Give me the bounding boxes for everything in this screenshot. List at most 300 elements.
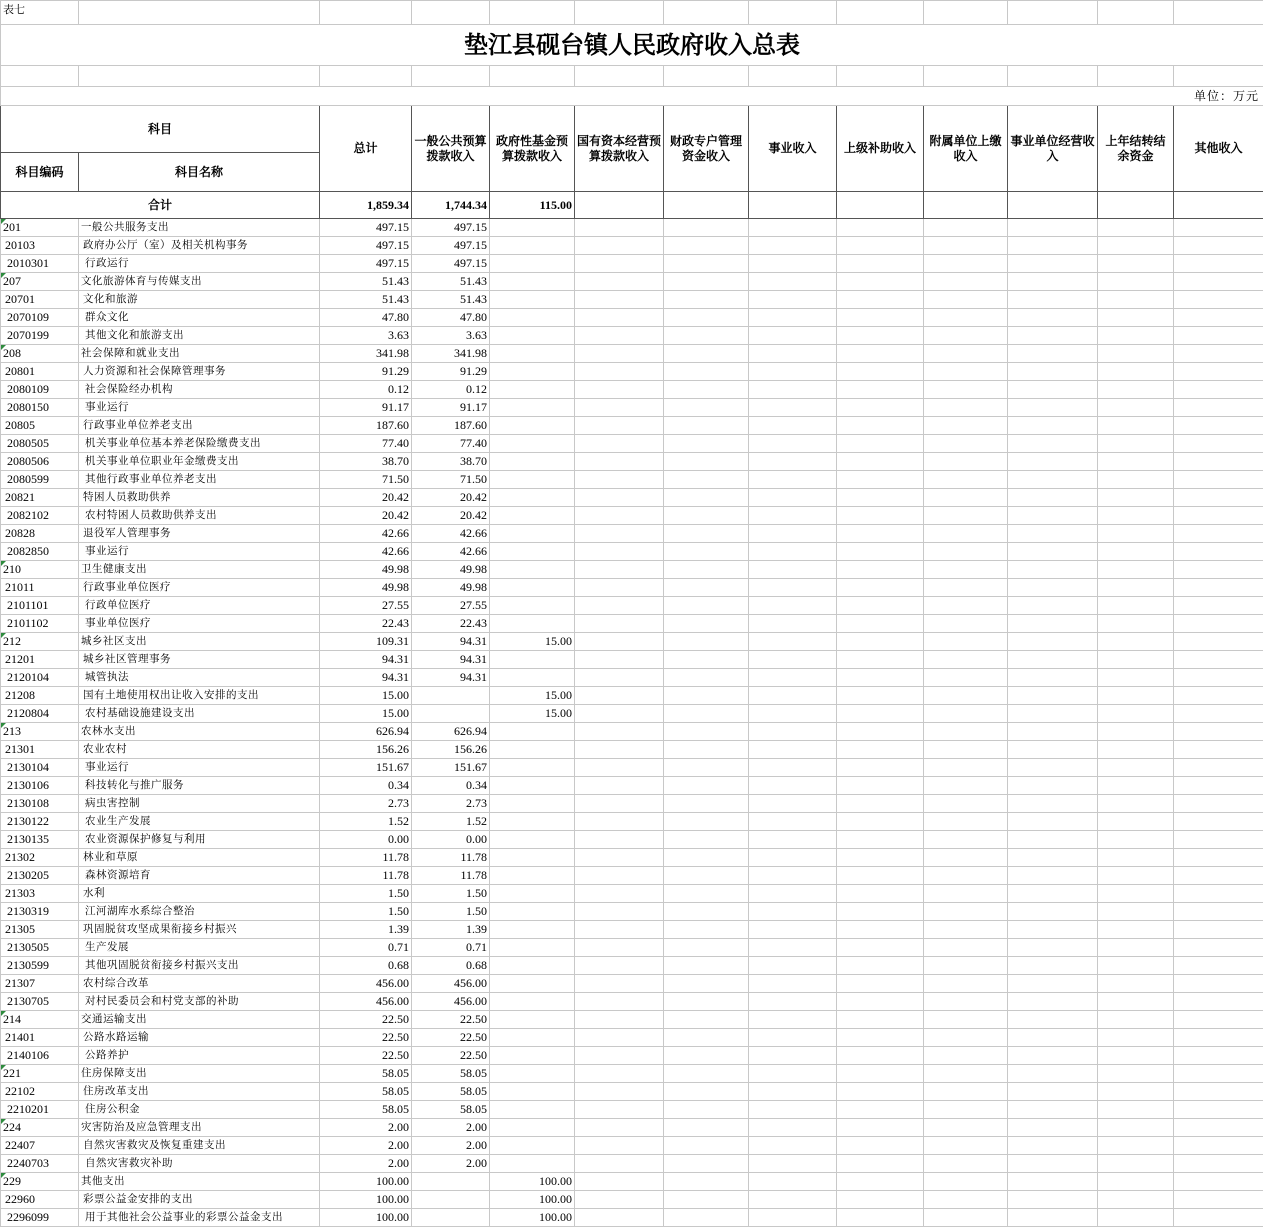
empty-cell xyxy=(1008,1065,1098,1083)
empty-cell xyxy=(837,489,924,507)
table-row xyxy=(1,669,1263,687)
empty-cell xyxy=(837,975,924,993)
empty-cell xyxy=(575,813,664,831)
empty-cell xyxy=(664,561,749,579)
row-name: 其他巩固脱贫衔接乡村振兴支出 xyxy=(79,957,320,975)
row-code: 21011 xyxy=(1,579,79,597)
row-gov-fund xyxy=(490,219,575,237)
empty-cell xyxy=(575,867,664,885)
empty-cell xyxy=(924,867,1008,885)
empty-cell xyxy=(1174,507,1263,525)
empty-cell xyxy=(924,255,1008,273)
empty-cell xyxy=(1098,633,1174,651)
row-total: 0.34 xyxy=(320,777,412,795)
empty-cell xyxy=(924,633,1008,651)
row-general-budget: 22.43 xyxy=(412,615,490,633)
empty-cell xyxy=(1008,831,1098,849)
header-name: 科目名称 xyxy=(79,153,320,192)
row-code: 22960 xyxy=(1,1191,79,1209)
empty-cell xyxy=(1008,561,1098,579)
row-gov-fund: 15.00 xyxy=(490,705,575,723)
empty-cell xyxy=(1098,867,1174,885)
empty-cell xyxy=(749,255,837,273)
row-code: 20821 xyxy=(1,489,79,507)
row-name: 行政事业单位养老支出 xyxy=(79,417,320,435)
empty-cell xyxy=(837,417,924,435)
empty-cell xyxy=(664,777,749,795)
empty-cell xyxy=(1008,723,1098,741)
row-name: 机关事业单位职业年金缴费支出 xyxy=(79,453,320,471)
row-total: 156.26 xyxy=(320,741,412,759)
row-name: 社会保险经办机构 xyxy=(79,381,320,399)
empty-cell xyxy=(1174,651,1263,669)
empty-cell xyxy=(1008,1101,1098,1119)
empty-cell xyxy=(1174,831,1263,849)
empty-cell xyxy=(1008,1011,1098,1029)
empty-cell xyxy=(664,831,749,849)
row-code: 2070109 xyxy=(1,309,79,327)
empty-cell xyxy=(924,705,1008,723)
empty-cell xyxy=(575,597,664,615)
empty-cell xyxy=(1098,273,1174,291)
row-total: 22.43 xyxy=(320,615,412,633)
row-total: 15.00 xyxy=(320,687,412,705)
empty-cell xyxy=(1174,849,1263,867)
empty-cell xyxy=(664,219,749,237)
row-general-budget: 497.15 xyxy=(412,255,490,273)
empty-cell xyxy=(664,669,749,687)
empty-cell xyxy=(1098,1155,1174,1173)
row-name: 行政事业单位医疗 xyxy=(79,579,320,597)
empty-cell xyxy=(749,363,837,381)
empty-cell xyxy=(837,831,924,849)
empty-cell xyxy=(749,345,837,363)
row-code: 21301 xyxy=(1,741,79,759)
row-name: 自然灾害救灾及恢复重建支出 xyxy=(79,1137,320,1155)
row-code: 207 xyxy=(1,273,79,291)
empty-cell xyxy=(749,903,837,921)
row-name: 科技转化与推广服务 xyxy=(79,777,320,795)
empty-cell xyxy=(924,1155,1008,1173)
table-row xyxy=(1,867,1263,885)
empty-cell xyxy=(924,381,1008,399)
row-gov-fund xyxy=(490,327,575,345)
row-code: 212 xyxy=(1,633,79,651)
empty-cell xyxy=(1008,1209,1098,1227)
empty-cell xyxy=(1174,1137,1263,1155)
row-general-budget: 49.98 xyxy=(412,561,490,579)
empty-cell xyxy=(664,957,749,975)
row-total: 49.98 xyxy=(320,579,412,597)
row-general-budget: 156.26 xyxy=(412,741,490,759)
empty-cell xyxy=(1174,1101,1263,1119)
row-name: 农林水支出 xyxy=(79,723,320,741)
empty-cell xyxy=(1008,291,1098,309)
table-row xyxy=(1,885,1263,903)
row-gov-fund xyxy=(490,1011,575,1029)
empty-cell xyxy=(575,273,664,291)
row-code: 2080506 xyxy=(1,453,79,471)
empty-cell xyxy=(1174,921,1263,939)
row-name: 自然灾害救灾补助 xyxy=(79,1155,320,1173)
empty-cell xyxy=(1098,471,1174,489)
empty-cell xyxy=(664,921,749,939)
empty-cell xyxy=(749,1173,837,1191)
empty-cell xyxy=(837,561,924,579)
empty-cell xyxy=(664,633,749,651)
row-code: 201 xyxy=(1,219,79,237)
row-total: 15.00 xyxy=(320,705,412,723)
empty-cell xyxy=(749,741,837,759)
row-name: 其他行政事业单位养老支出 xyxy=(79,471,320,489)
row-code: 229 xyxy=(1,1173,79,1191)
empty-cell xyxy=(664,939,749,957)
row-general-budget: 91.17 xyxy=(412,399,490,417)
table-row xyxy=(1,219,1263,237)
table-row xyxy=(1,795,1263,813)
empty-cell xyxy=(664,1065,749,1083)
row-gov-fund xyxy=(490,921,575,939)
empty-cell xyxy=(924,993,1008,1011)
empty-cell xyxy=(664,1209,749,1227)
empty-cell xyxy=(924,309,1008,327)
empty-cell xyxy=(575,417,664,435)
empty-cell xyxy=(1098,723,1174,741)
empty-cell xyxy=(1008,471,1098,489)
empty-cell xyxy=(924,651,1008,669)
empty-cell xyxy=(1098,525,1174,543)
empty-cell xyxy=(749,291,837,309)
empty-cell xyxy=(749,1155,837,1173)
empty-cell xyxy=(1008,507,1098,525)
empty-cell xyxy=(1098,399,1174,417)
row-total: 0.68 xyxy=(320,957,412,975)
empty-cell xyxy=(575,795,664,813)
row-total: 42.66 xyxy=(320,543,412,561)
empty-cell xyxy=(664,327,749,345)
row-total: 187.60 xyxy=(320,417,412,435)
table-row xyxy=(1,831,1263,849)
empty-cell xyxy=(749,957,837,975)
empty-cell xyxy=(749,417,837,435)
table-row xyxy=(1,1029,1263,1047)
row-name: 生产发展 xyxy=(79,939,320,957)
row-total: 42.66 xyxy=(320,525,412,543)
empty-cell xyxy=(837,345,924,363)
empty-cell xyxy=(575,525,664,543)
empty-cell xyxy=(1008,1029,1098,1047)
empty-cell xyxy=(664,255,749,273)
row-general-budget: 0.12 xyxy=(412,381,490,399)
row-code: 208 xyxy=(1,345,79,363)
row-gov-fund xyxy=(490,597,575,615)
empty-cell xyxy=(1098,921,1174,939)
row-total: 11.78 xyxy=(320,849,412,867)
row-code: 2130505 xyxy=(1,939,79,957)
empty-cell xyxy=(1098,669,1174,687)
row-general-budget: 94.31 xyxy=(412,669,490,687)
empty-cell xyxy=(1174,813,1263,831)
empty-cell xyxy=(1008,813,1098,831)
empty-cell xyxy=(1174,993,1263,1011)
empty-cell xyxy=(1008,633,1098,651)
row-total: 38.70 xyxy=(320,453,412,471)
row-code: 210 xyxy=(1,561,79,579)
empty-cell xyxy=(837,1155,924,1173)
empty-cell xyxy=(664,651,749,669)
empty-cell xyxy=(1174,1047,1263,1065)
row-gov-fund xyxy=(490,759,575,777)
empty-cell xyxy=(575,381,664,399)
empty-cell xyxy=(837,1137,924,1155)
empty-cell xyxy=(664,399,749,417)
empty-cell xyxy=(1098,1119,1174,1137)
table-row xyxy=(1,651,1263,669)
row-gov-fund xyxy=(490,867,575,885)
row-code: 20828 xyxy=(1,525,79,543)
empty-cell xyxy=(1008,417,1098,435)
row-gov-fund xyxy=(490,651,575,669)
empty-cell xyxy=(1098,831,1174,849)
row-name: 农村基础设施建设支出 xyxy=(79,705,320,723)
row-code: 2082102 xyxy=(1,507,79,525)
row-gov-fund xyxy=(490,831,575,849)
empty-cell xyxy=(924,363,1008,381)
row-total: 20.42 xyxy=(320,507,412,525)
row-name: 用于其他社会公益事业的彩票公益金支出 xyxy=(79,1209,320,1227)
empty-cell xyxy=(1174,237,1263,255)
empty-cell xyxy=(1098,1209,1174,1227)
empty-cell xyxy=(1174,489,1263,507)
row-name: 机关事业单位基本养老保险缴费支出 xyxy=(79,435,320,453)
row-total: 1.50 xyxy=(320,903,412,921)
empty-cell xyxy=(664,363,749,381)
empty-cell xyxy=(1008,885,1098,903)
empty-cell xyxy=(1008,1155,1098,1173)
row-code: 2120804 xyxy=(1,705,79,723)
empty-cell xyxy=(664,705,749,723)
empty-cell xyxy=(1008,957,1098,975)
empty-cell xyxy=(664,273,749,291)
empty-cell xyxy=(1008,1173,1098,1191)
empty-cell xyxy=(837,1011,924,1029)
empty-cell xyxy=(924,1173,1008,1191)
empty-cell xyxy=(749,597,837,615)
row-gov-fund xyxy=(490,1137,575,1155)
empty-cell xyxy=(924,813,1008,831)
row-name: 文化和旅游 xyxy=(79,291,320,309)
empty-cell xyxy=(837,1101,924,1119)
empty-cell xyxy=(575,921,664,939)
row-name: 其他支出 xyxy=(79,1173,320,1191)
empty-cell xyxy=(1098,453,1174,471)
row-name: 农业资源保护修复与利用 xyxy=(79,831,320,849)
table-row xyxy=(1,399,1263,417)
empty-cell xyxy=(1098,219,1174,237)
empty-cell xyxy=(1098,615,1174,633)
row-general-budget: 22.50 xyxy=(412,1029,490,1047)
row-name: 政府办公厅（室）及相关机构事务 xyxy=(79,237,320,255)
row-general-budget: 1.50 xyxy=(412,885,490,903)
row-general-budget: 20.42 xyxy=(412,507,490,525)
empty-cell xyxy=(575,849,664,867)
row-code: 20701 xyxy=(1,291,79,309)
empty-cell xyxy=(749,885,837,903)
row-name: 事业运行 xyxy=(79,759,320,777)
empty-cell xyxy=(1008,435,1098,453)
row-name: 住房保障支出 xyxy=(79,1065,320,1083)
empty-cell xyxy=(575,1011,664,1029)
row-total: 0.00 xyxy=(320,831,412,849)
empty-cell xyxy=(664,741,749,759)
row-code: 2130705 xyxy=(1,993,79,1011)
empty-cell xyxy=(1008,1137,1098,1155)
empty-cell xyxy=(837,453,924,471)
row-total: 0.71 xyxy=(320,939,412,957)
empty-cell xyxy=(1174,867,1263,885)
row-code: 2080109 xyxy=(1,381,79,399)
row-code: 22102 xyxy=(1,1083,79,1101)
row-name: 城乡社区支出 xyxy=(79,633,320,651)
empty-cell xyxy=(1008,777,1098,795)
empty-cell xyxy=(1098,309,1174,327)
row-gov-fund xyxy=(490,543,575,561)
row-gov-fund: 15.00 xyxy=(490,633,575,651)
row-name: 其他文化和旅游支出 xyxy=(79,327,320,345)
empty-cell xyxy=(837,327,924,345)
empty-cell xyxy=(749,453,837,471)
empty-cell xyxy=(575,741,664,759)
empty-cell xyxy=(1008,453,1098,471)
row-code: 21302 xyxy=(1,849,79,867)
empty-cell xyxy=(924,1011,1008,1029)
empty-cell xyxy=(924,579,1008,597)
empty-cell xyxy=(1098,1137,1174,1155)
table-row xyxy=(1,417,1263,435)
row-gov-fund: 100.00 xyxy=(490,1209,575,1227)
row-gov-fund xyxy=(490,507,575,525)
empty-cell xyxy=(1098,489,1174,507)
row-gov-fund: 15.00 xyxy=(490,687,575,705)
row-total: 2.00 xyxy=(320,1155,412,1173)
empty-cell xyxy=(837,1065,924,1083)
empty-cell xyxy=(575,543,664,561)
empty-cell xyxy=(664,381,749,399)
row-name: 群众文化 xyxy=(79,309,320,327)
empty-cell xyxy=(1008,255,1098,273)
empty-cell xyxy=(1098,975,1174,993)
row-general-budget: 22.50 xyxy=(412,1047,490,1065)
empty-cell xyxy=(664,723,749,741)
row-gov-fund xyxy=(490,1101,575,1119)
row-code: 2130106 xyxy=(1,777,79,795)
table-row xyxy=(1,489,1263,507)
empty-cell xyxy=(1098,813,1174,831)
page-title: 垫江县砚台镇人民政府收入总表 xyxy=(1,25,1263,66)
row-general-budget: 77.40 xyxy=(412,435,490,453)
row-total: 58.05 xyxy=(320,1101,412,1119)
empty-cell xyxy=(1174,795,1263,813)
empty-cell xyxy=(1098,1191,1174,1209)
empty-cell xyxy=(837,777,924,795)
row-general-budget: 22.50 xyxy=(412,1011,490,1029)
empty-cell xyxy=(924,219,1008,237)
empty-cell xyxy=(575,1065,664,1083)
row-name: 住房改革支出 xyxy=(79,1083,320,1101)
empty-cell xyxy=(1174,777,1263,795)
header-operating-income: 事业单位经营收入 xyxy=(1008,106,1098,192)
empty-cell xyxy=(837,921,924,939)
empty-cell xyxy=(924,417,1008,435)
empty-cell xyxy=(1008,399,1098,417)
empty-cell xyxy=(837,903,924,921)
empty-cell xyxy=(749,1209,837,1227)
row-general-budget: 47.80 xyxy=(412,309,490,327)
empty-cell xyxy=(924,1101,1008,1119)
header-subject: 科目 xyxy=(1,106,320,153)
empty-cell xyxy=(924,291,1008,309)
empty-cell xyxy=(1174,453,1263,471)
table-row xyxy=(1,1191,1263,1209)
row-name: 江河湖库水系综合整治 xyxy=(79,903,320,921)
row-gov-fund xyxy=(490,1029,575,1047)
empty-cell xyxy=(1174,759,1263,777)
empty-cell xyxy=(664,309,749,327)
empty-cell xyxy=(837,1173,924,1191)
empty-cell xyxy=(837,255,924,273)
row-name: 病虫害控制 xyxy=(79,795,320,813)
empty-cell xyxy=(1008,597,1098,615)
row-code: 2130108 xyxy=(1,795,79,813)
row-total: 94.31 xyxy=(320,669,412,687)
empty-cell xyxy=(837,507,924,525)
row-gov-fund xyxy=(490,993,575,1011)
empty-cell xyxy=(924,489,1008,507)
table-row xyxy=(1,1119,1263,1137)
table-row xyxy=(1,939,1263,957)
row-code: 213 xyxy=(1,723,79,741)
empty-cell xyxy=(575,705,664,723)
table-row xyxy=(1,1209,1263,1227)
row-total: 77.40 xyxy=(320,435,412,453)
row-code: 2101102 xyxy=(1,615,79,633)
empty-cell xyxy=(1174,309,1263,327)
empty-cell xyxy=(575,1155,664,1173)
empty-cell xyxy=(837,651,924,669)
empty-cell xyxy=(1098,435,1174,453)
empty-cell xyxy=(664,1083,749,1101)
row-code: 2010301 xyxy=(1,255,79,273)
empty-cell xyxy=(1098,939,1174,957)
row-name: 农村特困人员救助供养支出 xyxy=(79,507,320,525)
row-name: 公路水路运输 xyxy=(79,1029,320,1047)
empty-cell xyxy=(1008,867,1098,885)
empty-cell xyxy=(1174,1029,1263,1047)
empty-cell xyxy=(1174,723,1263,741)
row-code: 20801 xyxy=(1,363,79,381)
row-general-budget: 2.00 xyxy=(412,1155,490,1173)
empty-cell xyxy=(664,417,749,435)
empty-cell xyxy=(749,219,837,237)
empty-cell xyxy=(575,489,664,507)
empty-cell xyxy=(1174,561,1263,579)
row-gov-fund xyxy=(490,669,575,687)
empty-cell xyxy=(1098,849,1174,867)
row-general-budget: 51.43 xyxy=(412,273,490,291)
total-row-label: 合计 xyxy=(1,192,320,219)
empty-cell xyxy=(1174,885,1263,903)
empty-cell xyxy=(837,435,924,453)
